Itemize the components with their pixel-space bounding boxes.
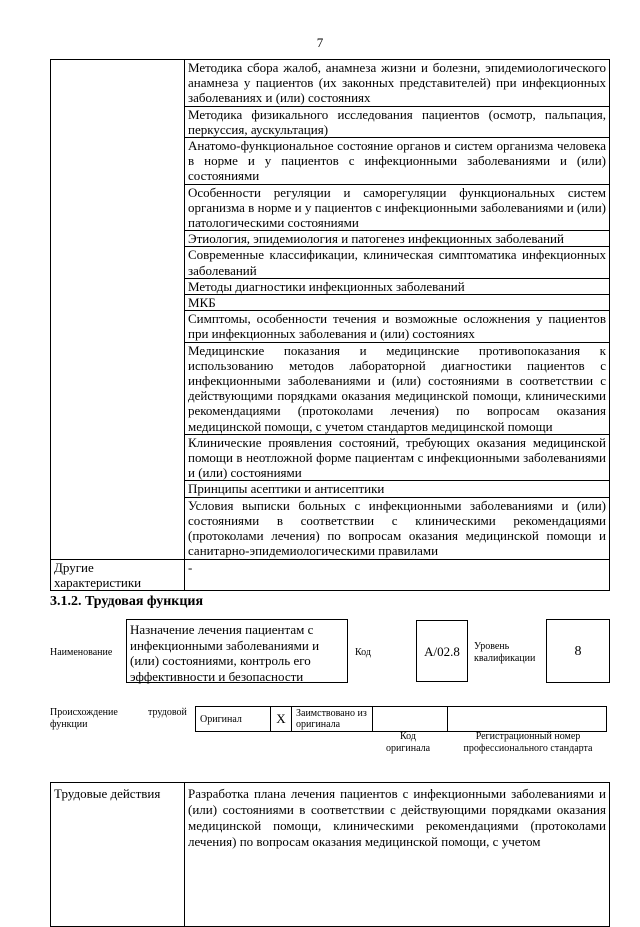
page-number: 7: [316, 35, 324, 50]
other-characteristics-value: -: [185, 559, 610, 590]
code-value: A/02.8: [416, 620, 468, 682]
table-cell: Особенности регуляции и саморегуляции функциональных систем организма в норме и у пациентов с инфекционными заболеваниями и (или) патологическими состояниями: [185, 184, 610, 231]
code-caption: Код оригинала: [385, 731, 431, 754]
reg-number-cell: [448, 707, 607, 732]
original-code-cell: [373, 707, 448, 732]
table-cell: Этиология, эпидемиология и патогенез инфекционных заболеваний: [185, 231, 610, 247]
origin-label-right: трудовой: [148, 707, 187, 718]
qualification-level: 8: [546, 619, 610, 683]
table-cell: Принципы асептики и антисептики: [185, 481, 610, 497]
table-row: [51, 559, 610, 590]
code-label: Код: [355, 647, 371, 658]
table-cell: Медицинские показания и медицинские противопоказания к использованию методов лабораторной диагностики пациентов с инфекционными заболеваниями и (или) состояниями в соответствии с действующими порядками оказания медицинской помощи, клиническими рекомендациями (протоколами лечения) по вопросам оказания медицинской помощи, с учетом стандартов медицинской помощи: [185, 342, 610, 434]
table-cell: Современные классификации, клиническая симптоматика инфекционных заболеваний: [185, 247, 610, 278]
origin-label-line2: функции: [50, 719, 88, 730]
table-cell: Методика физикального исследования пациентов (осмотр, пальпация, перкуссия, аускультация): [185, 106, 610, 137]
original-label: Оригинал: [196, 707, 271, 732]
table-row: [51, 60, 610, 107]
table-label-cell: [51, 60, 185, 560]
reg-caption: Регистрационный номер профессионального стандарта: [463, 731, 593, 754]
table-cell: Анатомо-функциональное состояние органов и систем организма человека в норме и у пациентов с инфекционными заболеваниями и (или) состояниями: [185, 138, 610, 185]
borrowed-label: Заимствовано из оригинала: [292, 707, 373, 732]
labor-actions-value: Разработка плана лечения пациентов с инфекционными заболеваниями и (или) состояниями в соответствии с действующими порядками оказания медицинской помощи, клиническими рекомендациями (протоколами лечения) по вопросам оказания медицинской помощи, с учетом: [185, 783, 610, 927]
table-cell: Условия выписки больных с инфекционными заболеваниями и (или) состояниями в соответствии с клиническими рекомендациями (протоколами лечения) по вопросам оказания медицинской помощи и санитарно-эпидемиологическими правилами: [185, 497, 610, 559]
table-cell: Симптомы, особенности течения и возможные осложнения у пациентов при инфекционных заболевания и (или) состояниях: [185, 311, 610, 342]
origin-label: Происхождение: [50, 707, 118, 718]
name-label: Наименование: [50, 647, 113, 658]
labor-function-name: Назначение лечения пациентам с инфекционными заболеваниями и (или) состояниями, контроль его эффективности и безопасности: [126, 619, 348, 683]
table-cell: Клинические проявления состояний, требующих оказания медицинской помощи в неотложной форме пациентам с инфекционными заболеваниями и (или) состояниями: [185, 434, 610, 481]
original-mark: X: [271, 707, 292, 732]
origin-table: [195, 706, 607, 732]
table-cell: МКБ: [185, 295, 610, 311]
knowledge-table: [50, 59, 610, 591]
table-cell: Методы диагностики инфекционных заболеваний: [185, 278, 610, 294]
labor-actions-table: [50, 782, 610, 927]
table-cell: Методика сбора жалоб, анамнеза жизни и болезни, эпидемиологического анамнеза у пациентов (их законных представителей) при инфекционных заболеваниях и (или) состояниях: [185, 60, 610, 107]
labor-actions-label: Трудовые действия: [51, 783, 185, 927]
section-title: 3.1.2. Трудовая функция: [50, 594, 204, 609]
other-characteristics-label: Другие характеристики: [51, 559, 185, 590]
level-label: Уровень квалификации: [474, 641, 536, 664]
